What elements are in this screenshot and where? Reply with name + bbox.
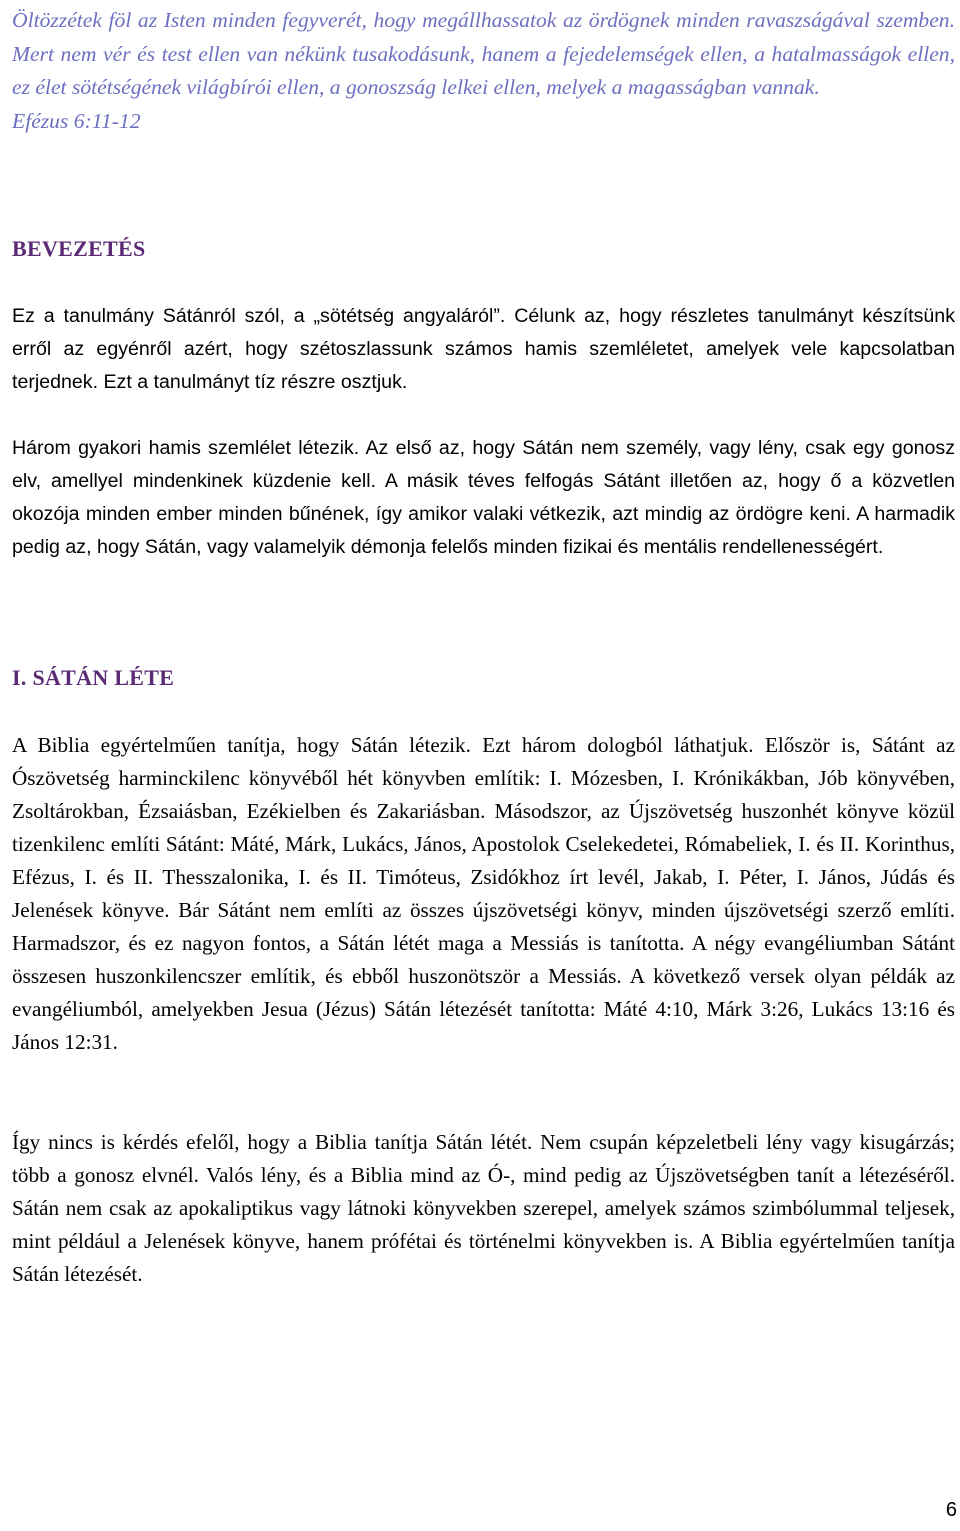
section-heading-satan-existence: I. SÁTÁN LÉTE — [12, 665, 175, 690]
paragraph-existence-1: A Biblia egyértelműen tanítja, hogy Sátán létezik. Ezt három dologból láthatjuk. Először is, Sátánt az Ószövetség harminckilenc könyvéből hét könyvben említik: I. Mózesben, I. Krónikákban, Jób könyvében, Zsoltárokban, Ézsaiásban, Ezékielben és Zakariásban. Másodszor, az Újszövetség huszonhét könyve közül tizenkilenc említi Sátánt: Máté, Márk, Lukács, János, Apostolok Cselekedetei, Rómabeliek, I. és II. Korinthus, Efézus, I. és II. Thesszalonika, I. és II. Timóteus, Zsidókhoz írt levél, Jakab, I. Péter, I. János, Júdás és Jelenések könyve. Bár Sátánt nem említi az összes újszövetségi könyv, minden újszövetségi szerző említi. Harmadszor, és ez nagyon fontos, a Sátán létét maga a Messiás is tanította. A négy evangéliumban Sátánt összesen huszonkilencszer említik, és ebből huszonötször a Messiás. A következő versek olyan példák az evangéliumból, amelyekben Jesua (Jézus) Sátán létezését tanította: Máté 4:10, Márk 3:26, Lukács 13:16 és János 12:31. — [12, 733, 955, 1054]
paragraph-intro-2: Három gyakori hamis szemlélet létezik. Az első az, hogy Sátán nem személy, vagy lény, csak egy gonosz elv, amellyel mindenkinek küzdenie kell. A másik téves felfogás Sátánt illetően az, hogy ő a közvetlen okozója minden ember minden bűnének, így amikor valaki vétkezik, azt mindig az ördögre keni. A harmadik pedig az, hogy Sátán, vagy valamelyik démonja felelős minden fizikai és mentális rendellenességért. — [12, 437, 955, 558]
quote-text: Öltözzétek föl az Isten minden fegyverét, hogy megállhassatok az ördögnek minden ravaszságával szemben. Mert nem vér és test ellen van nékünk tusakodásunk, hanem a fejedelemségek ellen, a hatalmasságok ellen, ez élet sötétségének világbírói ellen, a gonoszság lelkei ellen, melyek a magasságban vannak. — [12, 8, 955, 99]
page-number: 6 — [945, 1499, 957, 1521]
paragraph-intro-1: Ez a tanulmány Sátánról szól, a „sötétség angyaláról”. Célunk az, hogy részletes tanulmányt készítsünk erről az egyénről azért, hogy szétoszlassunk számos hamis szemléletet, amelyek vele kapcsolatban terjednek. Ezt a tanulmányt tíz részre osztjuk. — [12, 305, 955, 393]
section-heading-introduction: BEVEZETÉS — [12, 236, 146, 261]
epigraph-quote — [12, 4, 955, 138]
quote-reference: Efézus 6:11-12 — [12, 108, 141, 133]
paragraph-existence-2: Így nincs is kérdés efelől, hogy a Biblia tanítja Sátán létét. Nem csupán képzeletbeli lény vagy kisugárzás; több a gonosz elvnél. Valós lény, és a Biblia mind az Ó-, mind pedig az Újszövetségben tanít a létezéséről. Sátán nem csak az apokaliptikus vagy látnoki könyvekben szerepel, amelyek számos szimbólummal teljesek, mint például a Jelenések könyve, hanem prófétai és történelmi könyvekben is. A Biblia egyértelműen tanítja Sátán létezését. — [12, 1130, 955, 1286]
